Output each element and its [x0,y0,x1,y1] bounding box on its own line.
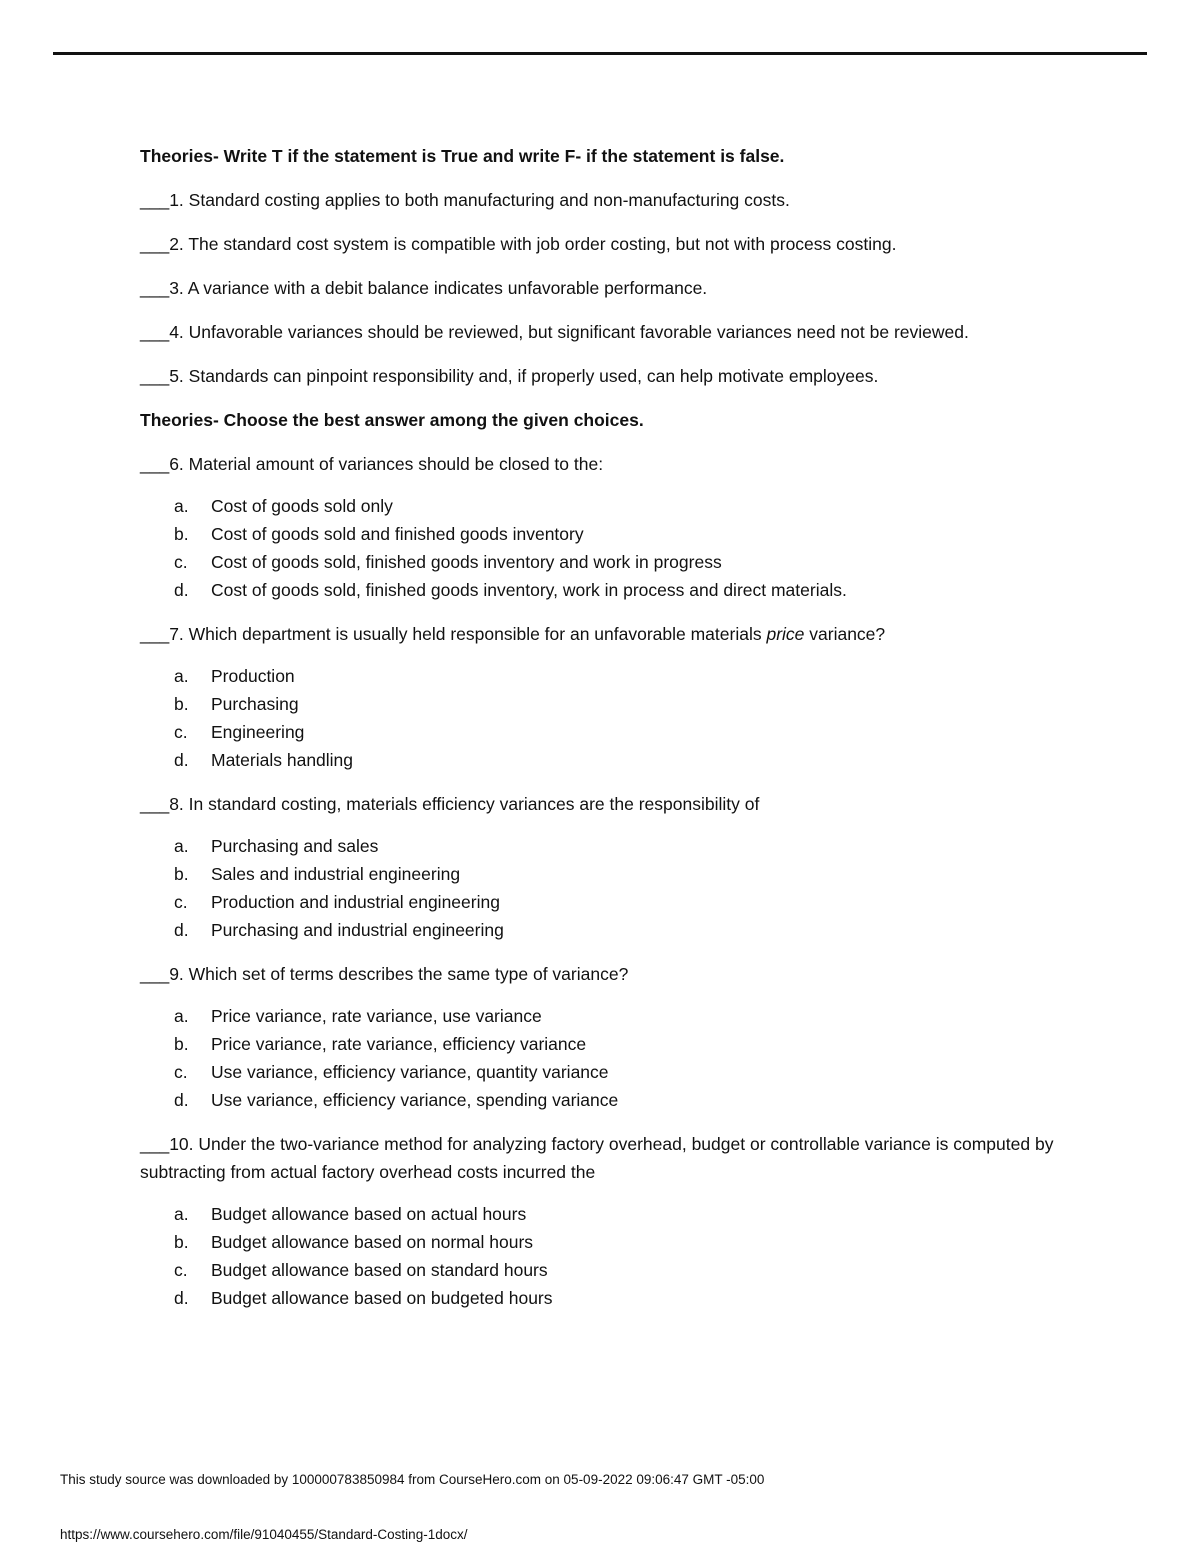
question-text: 7. Which department is usually held responsible for an unfavorable materials [169,624,767,644]
choice-text: Cost of goods sold, finished goods inventory and work in progress [211,552,722,572]
choice-item [174,1030,1070,1058]
top-rule [53,52,1147,55]
choice-letter: b. [174,524,189,544]
choice-letter: b. [174,864,189,884]
choice-item [174,888,1070,916]
choice-letter: c. [174,552,188,572]
choice-item [174,1284,1070,1312]
choice-letter: a. [174,666,189,686]
section-heading-multiple-choice: Theories- Choose the best answer among the given choices. [140,410,644,430]
choice-text: Production and industrial engineering [211,892,500,912]
choice-letter: d. [174,750,189,770]
choice-letter: b. [174,694,189,714]
choice-item [174,718,1070,746]
question-5 [140,362,1070,390]
choices-question-7 [140,662,1070,774]
choices-question-8 [140,832,1070,944]
document-body [140,142,1070,1328]
choice-letter: c. [174,722,188,742]
question-text: 8. In standard costing, materials efficiency variances are the responsibility of [169,794,760,814]
answer-blank: ___ [140,366,170,386]
question-4 [140,318,1070,346]
choice-letter: c. [174,892,188,912]
footer-url-link[interactable]: https://www.coursehero.com/file/91040455/Standard-Costing-1docx/ [60,1527,468,1542]
choice-letter: d. [174,920,189,940]
choice-text: Purchasing and sales [211,836,379,856]
choice-item [174,746,1070,774]
choice-item [174,832,1070,860]
choices-question-9 [140,1002,1070,1114]
answer-blank: ___ [140,278,170,298]
choice-letter: d. [174,1090,189,1110]
choice-text: Budget allowance based on standard hours [211,1260,548,1280]
choice-text: Cost of goods sold and finished goods inventory [211,524,584,544]
answer-blank: ___ [140,322,170,342]
choice-letter: a. [174,1204,189,1224]
choice-item [174,860,1070,888]
choice-text: Sales and industrial engineering [211,864,461,884]
choice-letter: c. [174,1062,188,1082]
choice-item [174,1086,1070,1114]
choice-item [174,1002,1070,1030]
answer-blank: ___ [140,234,170,254]
choice-item [174,1228,1070,1256]
choice-item [174,1200,1070,1228]
choice-item [174,576,1070,604]
question-text: 6. Material amount of variances should be closed to the: [169,454,604,474]
choice-letter: a. [174,836,189,856]
question-9 [140,960,1070,988]
choice-text: Use variance, efficiency variance, spending variance [211,1090,619,1110]
choice-text: Price variance, rate variance, efficiency variance [211,1034,587,1054]
choices-question-6 [140,492,1070,604]
choice-text: Materials handling [211,750,354,770]
question-text: 3. A variance with a debit balance indicates unfavorable performance. [169,278,708,298]
choice-item [174,520,1070,548]
choice-item [174,1256,1070,1284]
choice-letter: d. [174,580,189,600]
choice-letter: d. [174,1288,189,1308]
question-text: 5. Standards can pinpoint responsibility and, if properly used, can help motivate employees. [169,366,879,386]
choice-letter: a. [174,1006,189,1026]
section-heading-true-false: Theories- Write T if the statement is True and write F- if the statement is false. [140,146,785,166]
choice-item [174,916,1070,944]
footer-source-notice: This study source was downloaded by 100000783850984 from CourseHero.com on 05-09-2022 09:06:47 GMT -05:00 [60,1472,765,1487]
choice-text: Purchasing and industrial engineering [211,920,504,940]
choice-text: Cost of goods sold only [211,496,393,516]
choice-text: Engineering [211,722,305,742]
answer-blank: ___ [140,794,170,814]
choice-text: Price variance, rate variance, use variance [211,1006,542,1026]
choice-item [174,662,1070,690]
answer-blank: ___ [140,190,170,210]
choice-text: Budget allowance based on budgeted hours [211,1288,553,1308]
choice-item [174,492,1070,520]
answer-blank: ___ [140,624,170,644]
answer-blank: ___ [140,454,170,474]
answer-blank: ___ [140,964,170,984]
choice-item [174,690,1070,718]
question-10 [140,1130,1070,1186]
choice-letter: c. [174,1260,188,1280]
question-text: 10. Under the two-variance method for analyzing factory overhead, budget or controllable variance is computed by subtracting from actual factory overhead costs incurred the [140,1134,1054,1182]
choice-letter: b. [174,1232,189,1252]
question-7 [140,620,1070,648]
question-6 [140,450,1070,478]
question-text-end: variance? [804,624,886,644]
choice-letter: b. [174,1034,189,1054]
question-text: 9. Which set of terms describes the same type of variance? [169,964,629,984]
choice-text: Budget allowance based on normal hours [211,1232,534,1252]
question-text: 1. Standard costing applies to both manufacturing and non-manufacturing costs. [169,190,790,210]
choice-text: Purchasing [211,694,299,714]
choices-question-10 [140,1200,1070,1312]
question-1 [140,186,1070,214]
question-3 [140,274,1070,302]
question-text-italic: price [766,624,805,644]
choice-text: Cost of goods sold, finished goods inventory, work in process and direct materials. [211,580,847,600]
choice-letter: a. [174,496,189,516]
question-text: 4. Unfavorable variances should be reviewed, but significant favorable variances need not be reviewed. [169,322,969,342]
question-text: 2. The standard cost system is compatible with job order costing, but not with process costing. [169,234,897,254]
question-8 [140,790,1070,818]
choice-text: Production [211,666,295,686]
choice-text: Budget allowance based on actual hours [211,1204,527,1224]
choice-text: Use variance, efficiency variance, quantity variance [211,1062,609,1082]
question-2 [140,230,1070,258]
choice-item [174,1058,1070,1086]
answer-blank: ___ [140,1134,170,1154]
choice-item [174,548,1070,576]
